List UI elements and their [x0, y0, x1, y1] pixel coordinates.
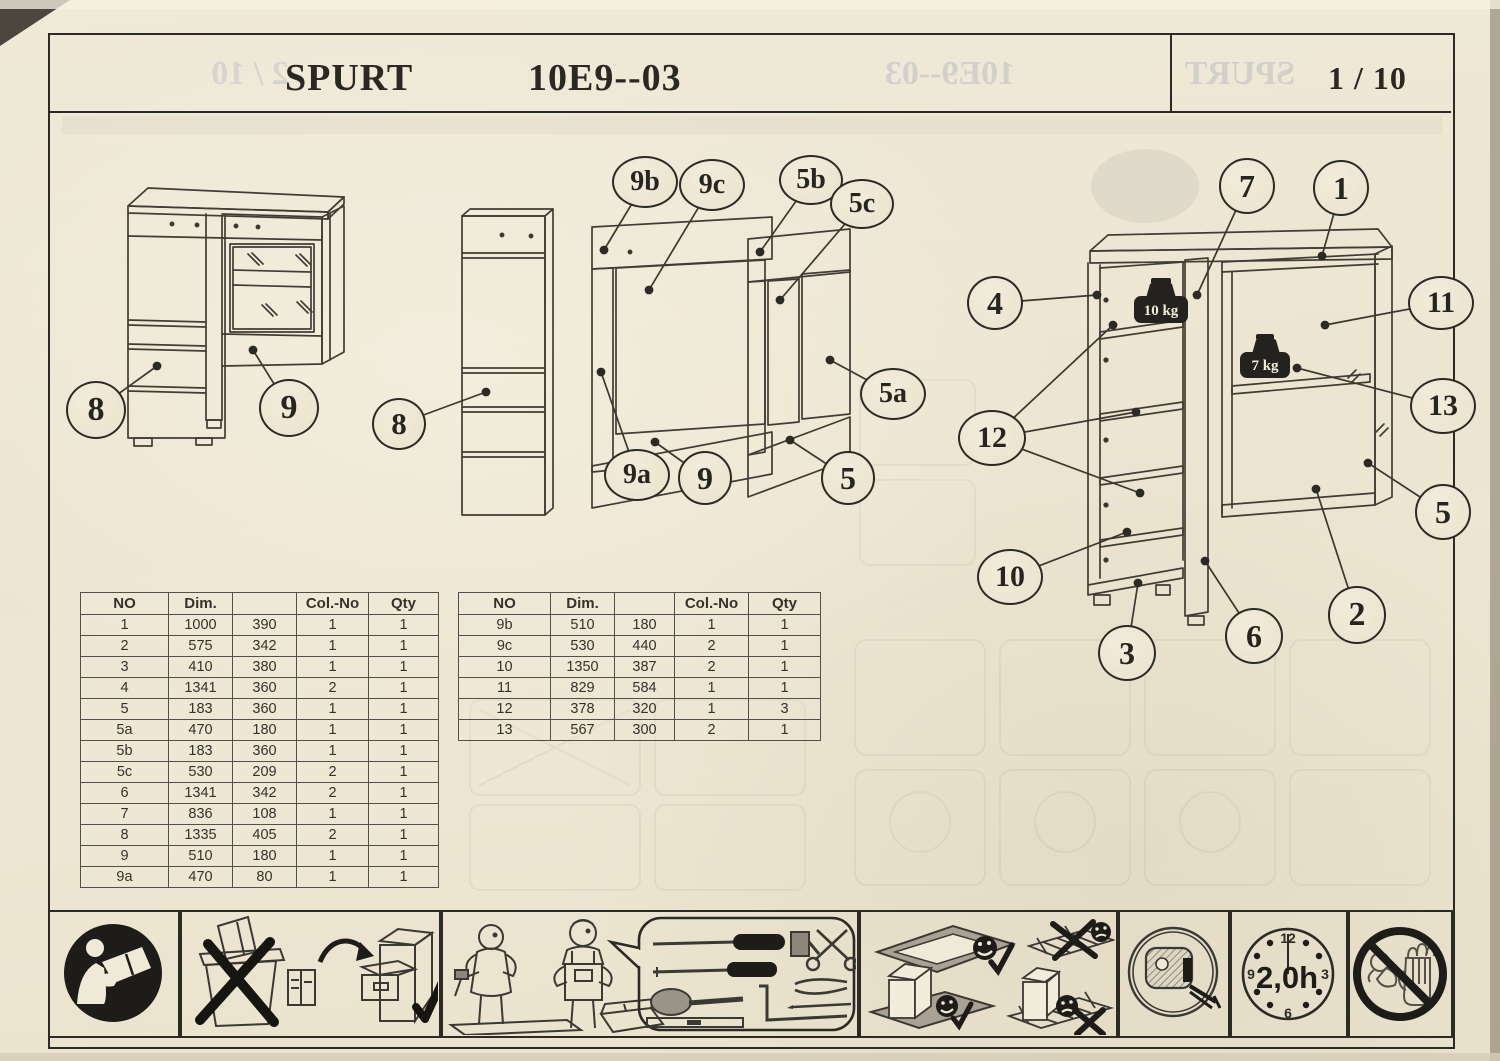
table-cell: 1: [675, 615, 749, 636]
table-cell: 6: [81, 783, 169, 804]
table-cell: 1: [297, 699, 369, 720]
table-cell: 1: [297, 657, 369, 678]
callout-label: 11: [1426, 286, 1456, 319]
table-cell: 380: [233, 657, 297, 678]
clock-3-label: 3: [1321, 966, 1329, 982]
callout-9b: [612, 156, 678, 208]
callout-label: 5a: [879, 378, 907, 409]
table-cell: 1: [749, 657, 821, 678]
table-cell: 1: [81, 615, 169, 636]
callout-label: 5b: [796, 164, 826, 195]
parts-table-right: [458, 592, 821, 741]
col-header-qty: Qty: [749, 593, 821, 615]
callout-3: [1098, 625, 1156, 681]
table-row: [459, 615, 821, 636]
bleedthrough-model: 10E9--03: [884, 55, 1016, 92]
table-row: [81, 720, 439, 741]
assembly-duration: 2,0h: [1255, 960, 1319, 995]
callout-label: 6: [1246, 617, 1262, 654]
table-cell: 2: [297, 783, 369, 804]
callout-8-assembled: [66, 381, 126, 439]
back-panel-8-drawing: [462, 209, 553, 515]
bleedthrough-band: [62, 116, 1442, 134]
table-cell: 12: [459, 699, 551, 720]
table-cell: 1: [749, 678, 821, 699]
table-cell: 440: [615, 636, 675, 657]
table-cell: 1: [369, 720, 439, 741]
callout-label: 9: [280, 389, 298, 426]
table-row: [81, 678, 439, 699]
table-cell: 1: [369, 741, 439, 762]
callout-2: [1328, 586, 1386, 644]
callout-10: [977, 549, 1043, 605]
table-cell: 387: [615, 657, 675, 678]
callout-4: [967, 276, 1023, 330]
load-limit-10kg-label: 10 kg: [1143, 303, 1179, 319]
table-cell: 4: [81, 678, 169, 699]
table-cell: 1: [675, 699, 749, 720]
table-row: [459, 657, 821, 678]
table-cell: 530: [551, 636, 615, 657]
callout-9c: [679, 159, 745, 211]
table-cell: 1000: [169, 615, 233, 636]
table-cell: 9b: [459, 615, 551, 636]
parts-table-left: [80, 592, 439, 888]
table-cell: 320: [615, 699, 675, 720]
table-cell: 5c: [81, 762, 169, 783]
bleedthrough-phone-icon: [1091, 149, 1199, 223]
model-number: 10E9--03: [528, 57, 682, 99]
table-row: [81, 825, 439, 846]
table-cell: 1: [369, 636, 439, 657]
bleedthrough-page-number: 2 / 10: [211, 55, 289, 92]
callout-label: 2: [1348, 596, 1366, 633]
table-cell: 360: [233, 741, 297, 762]
table-cell: 342: [233, 636, 297, 657]
table-cell: 1: [369, 804, 439, 825]
table-cell: 1: [297, 636, 369, 657]
table-cell: 470: [169, 867, 233, 888]
load-limit-10kg: [1134, 278, 1188, 323]
col-header-dim: Dim.: [169, 593, 233, 615]
callout-label: 9c: [698, 169, 726, 200]
callout-9-assembled: [259, 379, 319, 437]
pictogram-keep-manual: [180, 910, 441, 1038]
table-cell: 1: [369, 867, 439, 888]
table-cell: 2: [297, 762, 369, 783]
table-cell: 1: [369, 783, 439, 804]
clock-icon: [1232, 912, 1345, 1035]
table-cell: 183: [169, 741, 233, 762]
table-header-row: [459, 593, 821, 615]
table-cell: 5a: [81, 720, 169, 741]
pictogram-assembly-time: [1230, 910, 1348, 1038]
callout-8-panel: [372, 398, 426, 450]
table-row: [459, 636, 821, 657]
table-cell: 1: [297, 867, 369, 888]
table-cell: 510: [551, 615, 615, 636]
table-cell: 1: [369, 678, 439, 699]
table-cell: 1: [297, 804, 369, 825]
callout-9: [678, 451, 732, 505]
col-header-colno: Col.-No: [297, 593, 369, 615]
table-cell: 180: [233, 846, 297, 867]
table-cell: 1: [749, 636, 821, 657]
table-row: [81, 699, 439, 720]
do-not-discard-icon: [182, 912, 438, 1035]
callout-6: [1225, 608, 1283, 664]
table-cell: 405: [233, 825, 297, 846]
table-row: [81, 804, 439, 825]
table-cell: 9: [81, 846, 169, 867]
table-cell: 2: [297, 825, 369, 846]
table-row: [81, 657, 439, 678]
table-cell: 575: [169, 636, 233, 657]
no-children-icon: [1350, 912, 1450, 1035]
callout-label: 5c: [848, 188, 876, 219]
callout-label: 12: [977, 421, 1007, 454]
table-cell: 1: [749, 615, 821, 636]
callout-label: 13: [1428, 389, 1458, 422]
table-cell: 510: [169, 846, 233, 867]
pictogram-two-person-and-tools: [441, 910, 859, 1038]
callout-label: 10: [995, 560, 1025, 593]
table-cell: 1: [369, 762, 439, 783]
col-header-colno: Col.-No: [675, 593, 749, 615]
table-cell: 180: [615, 615, 675, 636]
col-header-dim2: [615, 593, 675, 615]
table-cell: 2: [675, 657, 749, 678]
callout-label: 8: [87, 391, 105, 428]
load-limit-7kg-label: 7 kg: [1251, 358, 1279, 374]
table-cell: 1: [369, 615, 439, 636]
tape-measure-icon: [1120, 912, 1227, 1035]
table-cell: 1: [749, 720, 821, 741]
table-cell: 5b: [81, 741, 169, 762]
table-row: [459, 699, 821, 720]
load-limit-7kg: [1240, 334, 1290, 378]
table-cell: 1341: [169, 783, 233, 804]
callout-label: 9a: [623, 459, 651, 490]
clock-6-label: 6: [1284, 1005, 1292, 1021]
callout-label: 5: [1435, 493, 1451, 530]
table-cell: 180: [233, 720, 297, 741]
read-manual-icon: [50, 912, 177, 1035]
table-cell: 108: [233, 804, 297, 825]
table-cell: 1350: [551, 657, 615, 678]
table-cell: 410: [169, 657, 233, 678]
callout-9a: [604, 449, 670, 501]
table-cell: 567: [551, 720, 615, 741]
clock-12-label: 12: [1280, 930, 1296, 946]
table-row: [81, 615, 439, 636]
table-row: [81, 762, 439, 783]
table-cell: 13: [459, 720, 551, 741]
table-cell: 5: [81, 699, 169, 720]
table-cell: 80: [233, 867, 297, 888]
table-cell: 300: [615, 720, 675, 741]
table-cell: 1335: [169, 825, 233, 846]
table-row: [81, 636, 439, 657]
pictogram-strip: [48, 910, 1453, 1038]
table-row: [81, 783, 439, 804]
table-cell: 3: [749, 699, 821, 720]
table-cell: 584: [615, 678, 675, 699]
table-row: [81, 867, 439, 888]
table-cell: 1: [369, 825, 439, 846]
exploded-cabinet-drawing: [1088, 229, 1392, 625]
callout-label: 3: [1119, 634, 1135, 671]
callout-5: [821, 451, 875, 505]
pictogram-read-manual: [48, 910, 180, 1038]
table-cell: 390: [233, 615, 297, 636]
clock-9-label: 9: [1247, 966, 1255, 982]
table-row: [459, 678, 821, 699]
callout-5c: [830, 179, 894, 229]
table-cell: 9c: [459, 636, 551, 657]
bleedthrough-title: SPURT: [1184, 55, 1296, 92]
callout-11: [1408, 276, 1474, 330]
callout-5-right: [1415, 484, 1471, 540]
col-header-dim: Dim.: [551, 593, 615, 615]
callout-label: 5: [840, 459, 856, 496]
table-cell: 2: [675, 720, 749, 741]
table-cell: 9a: [81, 867, 169, 888]
callout-12: [958, 410, 1026, 466]
callout-label: 7: [1239, 167, 1255, 204]
two-person-assembly-icon: [443, 912, 856, 1035]
table-cell: 1341: [169, 678, 233, 699]
table-cell: 2: [675, 636, 749, 657]
table-cell: 7: [81, 804, 169, 825]
pictogram-soft-surface: [859, 910, 1118, 1038]
table-cell: 8: [81, 825, 169, 846]
table-cell: 1: [297, 615, 369, 636]
table-cell: 10: [459, 657, 551, 678]
pictogram-keep-children-away: [1348, 910, 1453, 1038]
table-cell: 1: [297, 846, 369, 867]
table-cell: 470: [169, 720, 233, 741]
callout-13: [1410, 378, 1476, 434]
col-header-qty: Qty: [369, 593, 439, 615]
table-cell: 11: [459, 678, 551, 699]
table-cell: 1: [297, 741, 369, 762]
callout-label: 8: [391, 406, 407, 441]
table-cell: 378: [551, 699, 615, 720]
table-cell: 1: [369, 846, 439, 867]
table-header-row: [81, 593, 439, 615]
callout-target-dots: [153, 246, 1373, 588]
table-cell: 1: [369, 699, 439, 720]
table-cell: 360: [233, 678, 297, 699]
table-row: [81, 741, 439, 762]
table-row: [81, 846, 439, 867]
table-row: [459, 720, 821, 741]
callout-7: [1219, 158, 1275, 214]
table-cell: 209: [233, 762, 297, 783]
col-header-no: NO: [81, 593, 169, 615]
callout-label: 9: [697, 459, 713, 496]
table-cell: 183: [169, 699, 233, 720]
page-number: 1 / 10: [1328, 60, 1407, 96]
col-header-no: NO: [459, 593, 551, 615]
table-cell: 2: [297, 678, 369, 699]
pictogram-tape-measure: [1118, 910, 1230, 1038]
callout-label: 9b: [630, 166, 660, 197]
table-cell: 836: [169, 804, 233, 825]
callout-1: [1313, 160, 1369, 216]
table-cell: 829: [551, 678, 615, 699]
callout-5a: [860, 368, 926, 420]
table-cell: 1: [297, 720, 369, 741]
assemble-on-soft-surface-icon: [861, 912, 1115, 1035]
callout-label: 4: [987, 284, 1003, 321]
table-cell: 360: [233, 699, 297, 720]
table-cell: 3: [81, 657, 169, 678]
table-cell: 1: [369, 657, 439, 678]
table-cell: 530: [169, 762, 233, 783]
table-cell: 1: [675, 678, 749, 699]
table-cell: 342: [233, 783, 297, 804]
table-cell: 2: [81, 636, 169, 657]
callout-label: 1: [1333, 169, 1349, 206]
col-header-dim2: [233, 593, 297, 615]
product-title: SPURT: [285, 57, 414, 99]
